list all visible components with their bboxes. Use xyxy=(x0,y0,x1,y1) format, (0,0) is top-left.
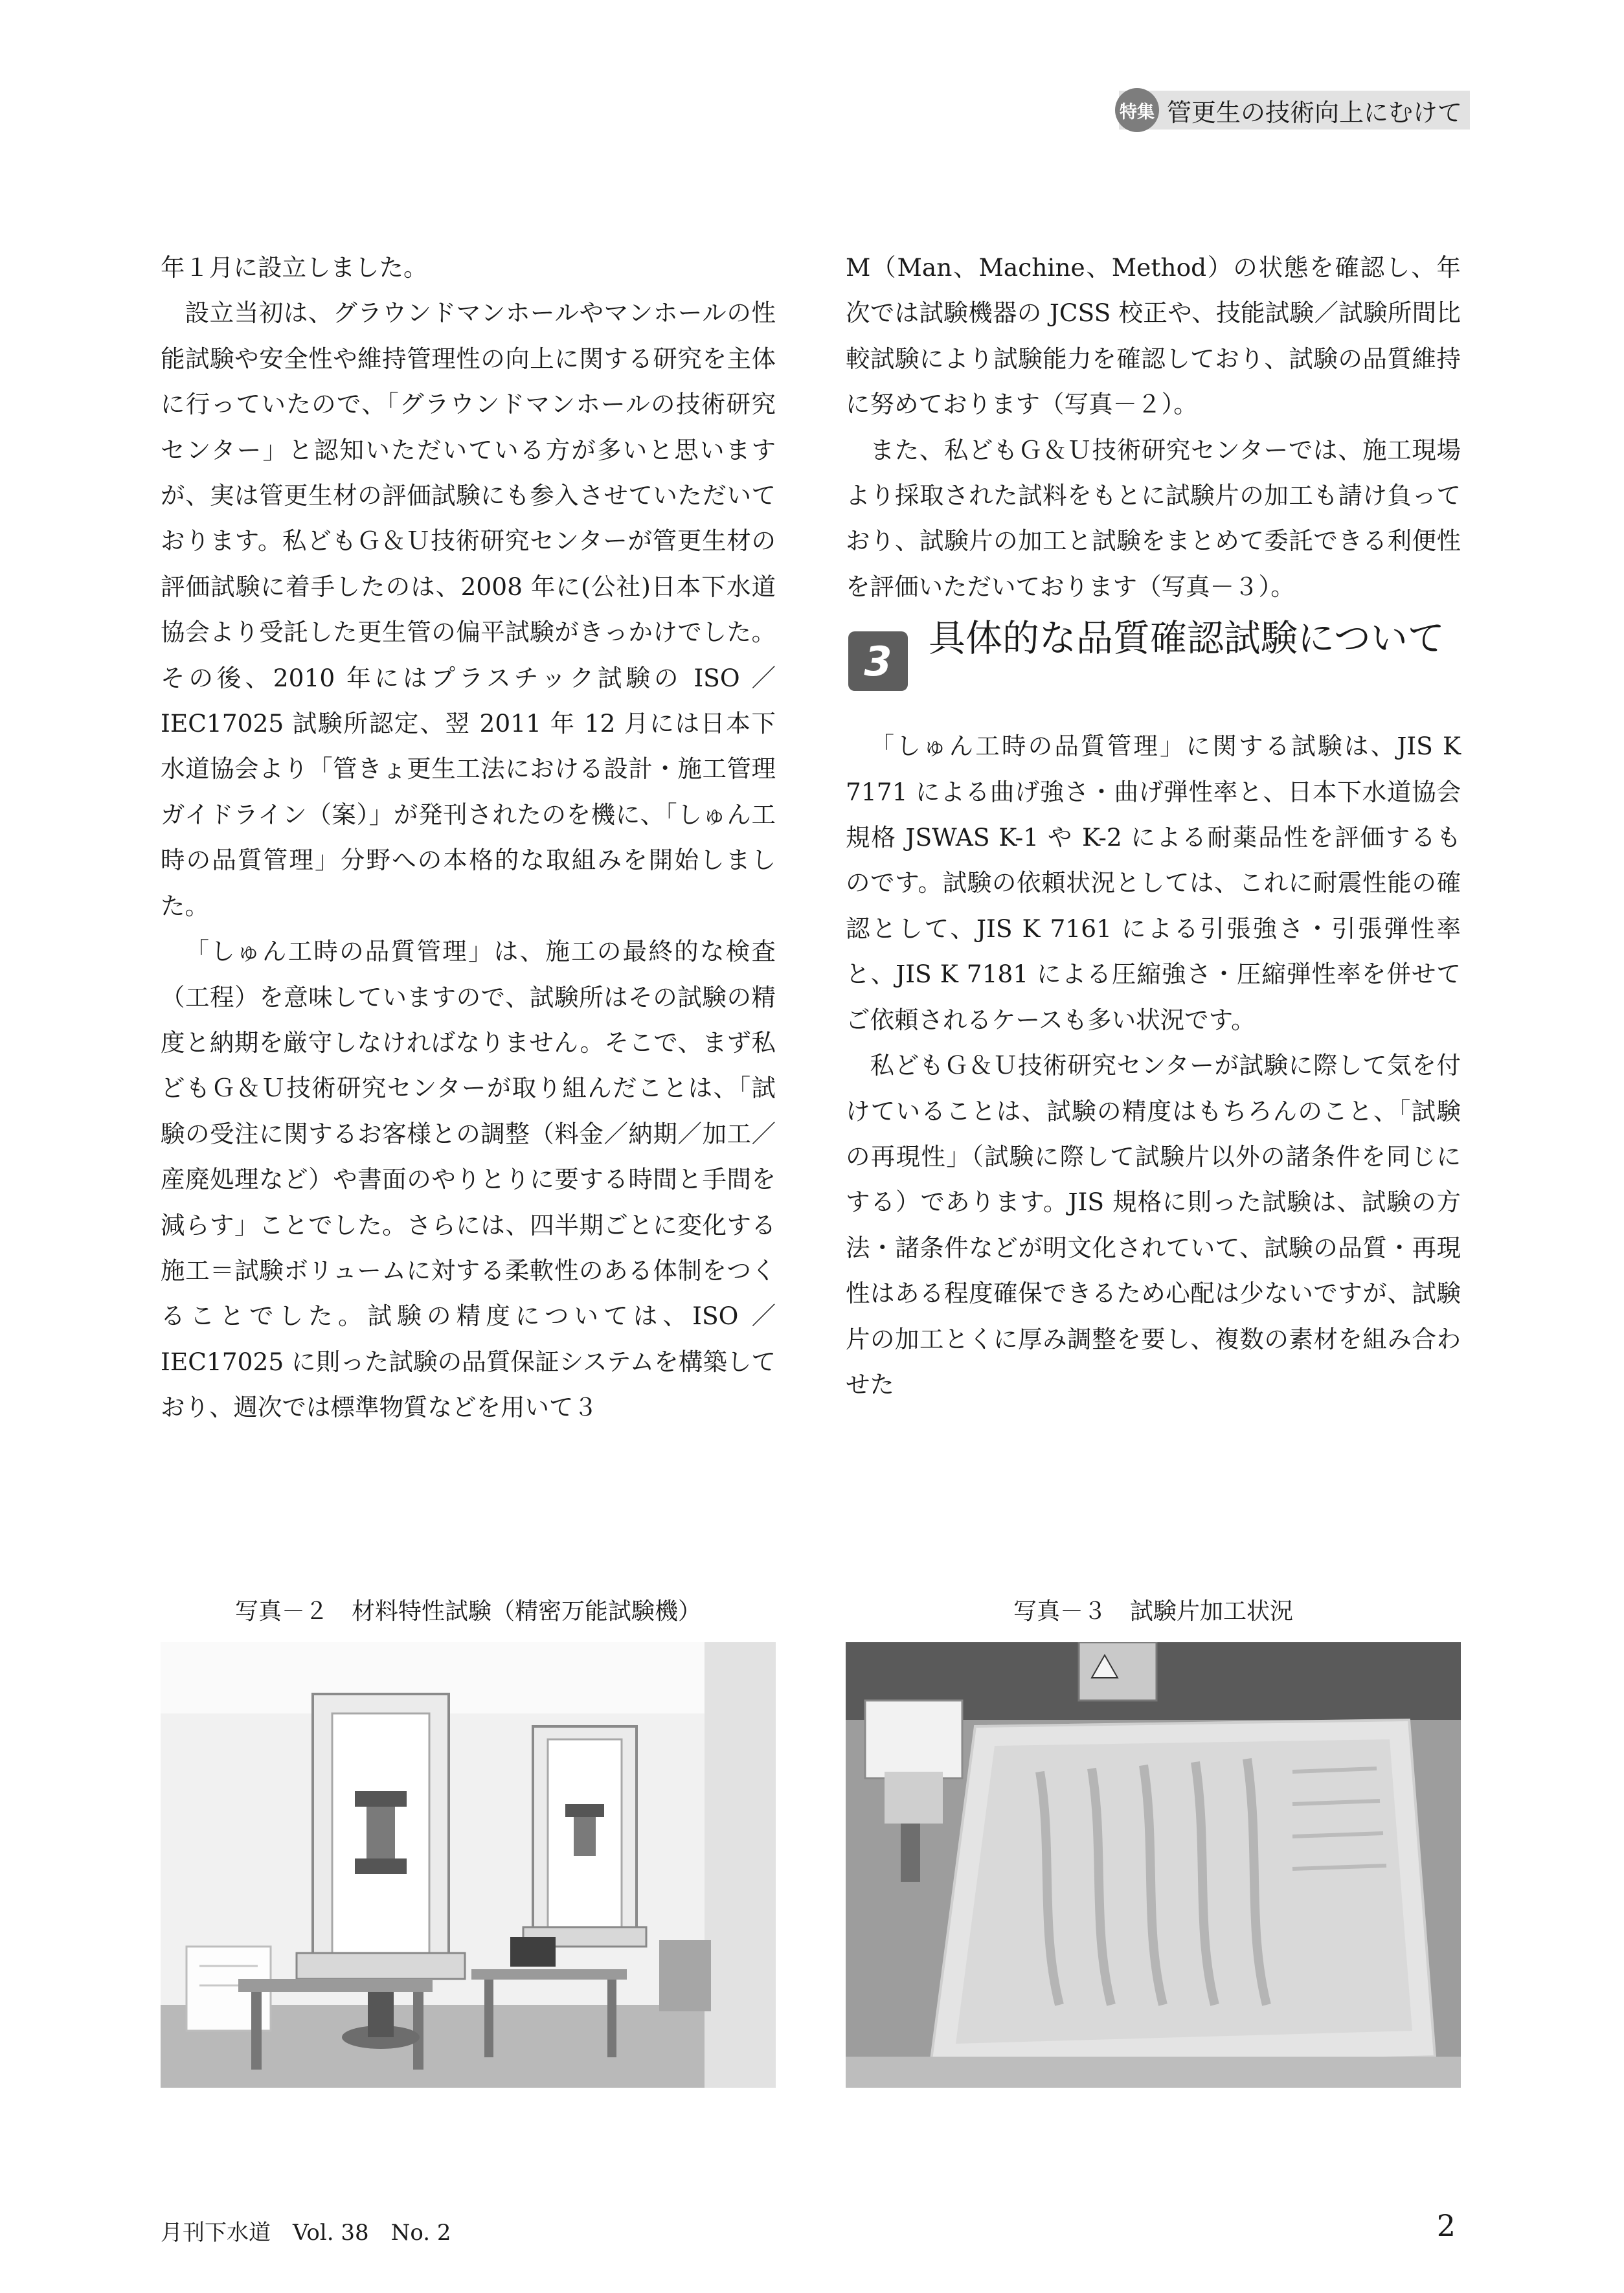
paragraph: 年１月に設立しました。 xyxy=(161,253,428,282)
section-number: 3 xyxy=(848,631,908,691)
paragraph: また、私どもＧ＆Ｕ技術研究センターでは、施工現場より採取された試料をもとに試験片の加工も請け負っており、試験片の加工と試験をまとめて委託できる利便性を評価いただいております（写真－３）。 xyxy=(846,435,1461,601)
photo-3-specimen-machining xyxy=(846,1642,1461,2088)
paragraph: 「しゅん工時の品質管理」は、施工の最終的な検査（工程）を意味していますので、試験所はその試験の精度と納期を厳守しなければなりません。そこで、まず私どもＧ＆Ｕ技術研究センターが取り組んだことは、「試験の受注に関するお客様との調整（料金／納期／加工／産廃処理など）や書面のやりとりに要する時間と手間を減らす」ことでした。さらには、四半期ごとに変化する施工＝試験ボリュームに対する柔軟性のある体制をつくることでした。試験の精度については、ISO ／ IEC17025 に則った試験の品質保証システムを構築しており、週次では標準物質などを用いて３ xyxy=(161,937,776,1422)
left-column xyxy=(161,245,776,1430)
feature-badge: 特集 xyxy=(1115,88,1159,132)
journal-footer: 月刊下水道 Vol. 38 No. 2 xyxy=(161,2220,451,2246)
photo-3-caption: 写真－３ 試験片加工状況 xyxy=(1013,1598,1293,1625)
paragraph: 「しゅん工時の品質管理」に関する試験は、JIS K 7171 による曲げ強さ・曲げ弾性率と、日本下水道協会規格 JSWAS K-1 や K-2 による耐薬品性を評価するものです。試験の依頼状況としては、これに耐震性能の確認として、JIS K 7161 による引張強さ・引張弾性率と、JIS K 7181 による圧縮強さ・圧縮弾性率を併せてご依頼されるケースも多い状況です。 xyxy=(846,732,1461,1034)
paragraph: 私どもＧ＆Ｕ技術研究センターが試験に際して気を付けていることは、試験の精度はもちろんのこと、「試験の再現性」（試験に際して試験片以外の諸条件を同じにする）であります。JIS 規格に則った試験は、試験の方法・諸条件などが明文化されていて、試験の品質・再現性はある程度確保できるため心配は少ないですが、試験片の加工とくに厚み調整を要し、複数の素材を組み合わせた xyxy=(846,1051,1461,1399)
photo-2-caption: 写真－２ 材料特性試験（精密万能試験機） xyxy=(234,1598,701,1625)
header-title: 管更生の技術向上にむけて xyxy=(1167,98,1463,127)
right-column xyxy=(846,245,1461,1407)
page-number: 2 xyxy=(1436,2208,1456,2243)
photo-2-testing-machines xyxy=(161,1642,776,2088)
paragraph: M（Man、Machine、Method）の状態を確認し、年次では試験機器の JCSS 校正や、技能試験／試験所間比較試験により試験能力を確認しており、試験の品質維持に努めております（写真－２）。 xyxy=(846,253,1461,419)
header-tag xyxy=(1119,91,1470,130)
paragraph: 設立当初は、グラウンドマンホールやマンホールの性能試験や安全性や維持管理性の向上に関する研究を主体に行っていたので、「グラウンドマンホールの技術研究センター」と認知いただいている方が多いと思いますが、実は管更生材の評価試験にも参入させていただいております。私どもＧ＆Ｕ技術研究センターが管更生材の評価試験に着手したのは、2008 年に(公社)日本下水道協会より受託した更生管の偏平試験がきっかけでした。その後、2010 年にはプラスチック試験の ISO ／ IEC17025 試験所認定、翌 2011 年 12 月には日本下水道協会より「管きょ更生工法における設計・施工管理ガイドライン（案）」が発刊されたのを機に、「しゅん工時の品質管理」分野への本格的な取組みを開始しました。 xyxy=(161,299,776,920)
section-title: 具体的な品質確認試験について xyxy=(929,617,1445,661)
section-heading xyxy=(846,612,1461,712)
photo-2-image xyxy=(161,1642,776,2088)
photo-3-image xyxy=(846,1642,1461,2088)
